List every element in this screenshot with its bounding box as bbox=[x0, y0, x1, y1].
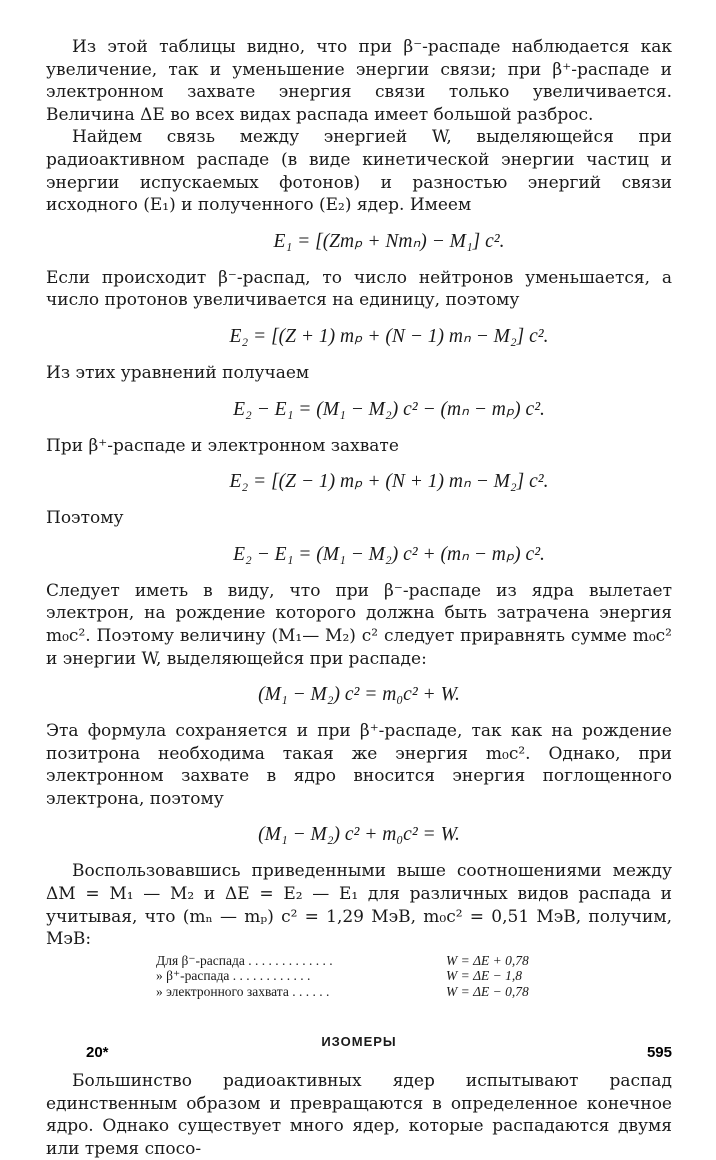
signature-mark: 20* bbox=[86, 1044, 109, 1061]
paragraph-1: Из этой таблицы видно, что при β⁻-распаде наблюдается как увеличение, так и уменьшение энергии связи; при β⁺-распаде и электронном захвате энергия связи только увеличивается. Величина ΔE во всех видах распада имеет большой разброс. bbox=[46, 37, 672, 125]
page-body bbox=[46, 36, 672, 1160]
paragraph-5: При β⁺-распаде и электронном захвате bbox=[46, 435, 399, 456]
formula-energy-balance: (M₁ − M₂) c² = m₀c² + W. bbox=[258, 684, 460, 706]
paragraph-10: Большинство радиоактивных ядер испытывают распад единственным образом и превращаются в определенное конечное ядро. Однако существует много ядер, которые распадаются двумя или тремя спосо- bbox=[46, 1070, 672, 1159]
table-row-value: W = ΔE + 0,78 bbox=[446, 952, 529, 968]
formula-diff-beta-minus: E₂ − E₁ = (M₁ − M₂) c² − (mₙ − mₚ) c². bbox=[233, 398, 545, 420]
table-row-value: W = ΔE − 0,78 bbox=[446, 983, 529, 999]
paragraph-6: Поэтому bbox=[46, 508, 124, 529]
table-row bbox=[156, 968, 672, 984]
formula-e2-beta-minus: E₂ = [(Z + 1) mₚ + (N − 1) mₙ − M₂] c². bbox=[229, 325, 549, 347]
page-number: 595 bbox=[646, 1044, 672, 1061]
table-row-label: Для β⁻-распада . . . . . . . . . . . . . bbox=[156, 952, 333, 968]
formula-e2-beta-plus: E₂ = [(Z − 1) mₚ + (N + 1) mₙ − M₂] c². bbox=[229, 471, 549, 493]
table-row-label: » электронного захвата . . . . . . bbox=[156, 983, 330, 999]
formula-diff-beta-plus: E₂ − E₁ = (M₁ − M₂) c² + (mₙ − mₚ) c². bbox=[233, 543, 545, 565]
table-row bbox=[156, 984, 672, 1000]
energy-table bbox=[156, 953, 672, 1000]
page-footer bbox=[86, 1044, 672, 1061]
formula-electron-capture: (M₁ − M₂) c² + m₀c² = W. bbox=[258, 824, 460, 846]
table-row-label: » β⁺-распада . . . . . . . . . . . . bbox=[156, 968, 311, 984]
paragraph-9: Воспользовавшись приведенными выше соотношениями между ΔM = M₁ — M₂ и ΔE = E₂ — E₁ для различных видов распада и учитывая, что (mₙ — mₚ) c² = 1,29 МэВ, m₀c² = 0,51 МэВ, получим, МэВ: bbox=[46, 861, 672, 950]
paragraph-7: Следует иметь в виду, что при β⁻-распаде из ядра вылетает электрон, на рождение которого должна быть затрачена энергия m₀c². Поэтому величину (M₁— M₂) c² следует приравнять сумме m₀c² и энергии W, выделяющейся при распаде: bbox=[46, 580, 672, 669]
formula-e1: E₁ = [(Zmₚ + Nmₙ) − M₁] c². bbox=[273, 230, 505, 252]
paragraph-2: Найдем связь между энергией W, выделяющейся при радиоактивном распаде (в виде кинетической энергии частиц и энергии испускаемых фотонов) и разностью энергий связи исходного (E₁) и полученного (E₂) ядер. Имеем bbox=[46, 127, 672, 216]
table-row-value: W = ΔE − 1,8 bbox=[446, 968, 523, 984]
paragraph-3: Если происходит β⁻-распад, то число нейтронов уменьшается, а число протонов увеличивается на единицу, поэтому bbox=[46, 267, 672, 311]
table-row bbox=[156, 953, 672, 969]
paragraph-4: Из этих уравнений получаем bbox=[46, 362, 310, 383]
section-heading: ИЗОМЕРЫ bbox=[321, 1034, 397, 1050]
paragraph-8: Эта формула сохраняется и при β⁺-распаде, так как на рождение позитрона необходима такая же энергия m₀c². Однако, при электронном захвате в ядро вносится энергия поглощенного электрона, поэтому bbox=[46, 721, 672, 809]
